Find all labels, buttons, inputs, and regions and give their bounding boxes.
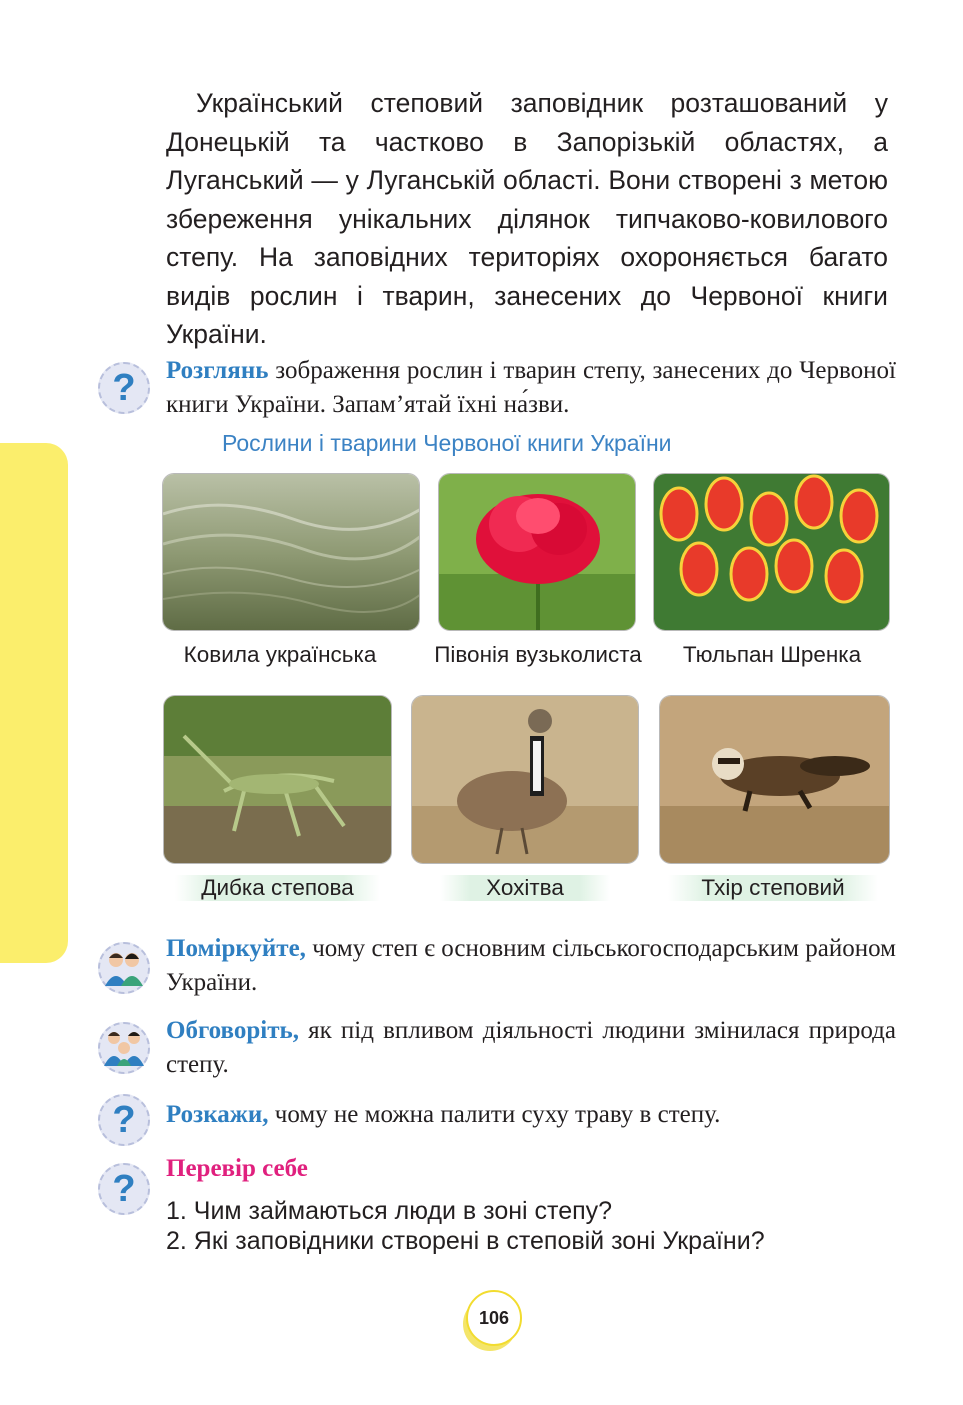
task-tell-text: чому не можна палити суху траву в степу. (268, 1101, 721, 1128)
photo-tulip (653, 473, 890, 631)
caption-tulip: Тюльпан Шренка (682, 642, 862, 667)
feather-grass-image (163, 474, 420, 631)
task-discuss-lead: Обговоріть, (166, 1017, 299, 1044)
task-look-text: зображення рослин і тварин степу, занесених до Червоної книги України. Запам’ятай їхні на́зви. (166, 357, 896, 418)
question-mark-glyph: ? (112, 367, 136, 409)
group-work-figures (102, 1028, 146, 1068)
question-mark-glyph: ? (112, 1099, 136, 1141)
tulip-image (654, 474, 890, 631)
task-think-text: чому степ є основним сільськогосподарським районом України. (166, 935, 896, 996)
intro-paragraph: Український степовий заповідник розташований у Донецькій та частково в Запорізькій областях, а Луганський — у Луганській області. Вони створені з метою збереження унікальних ділянок типчаково-ковилового степу. На заповідних територіях охороняється багато видів рослин і тварин, занесених до Червоної книги України. (166, 88, 888, 349)
task-discuss (166, 1014, 896, 1082)
photo-peony (438, 473, 636, 631)
caption-feather-grass: Ковила українська (183, 642, 377, 667)
self-check-title-text: Перевір себе (166, 1155, 308, 1182)
list-item: 1. Чим займаються люди в зоні степу? (166, 1197, 613, 1225)
caption-peony: Півонія вузьколиста (434, 642, 642, 667)
task-look-lead: Розглянь (166, 357, 269, 384)
self-check-title (166, 1152, 896, 1186)
gallery-title: Рослини і тварини Червоної книги України (222, 430, 672, 456)
photo-feather-grass (162, 473, 420, 631)
question-icon (98, 1163, 150, 1215)
katydid-image (164, 696, 392, 864)
caption-polecat: Тхір степовий (668, 875, 878, 901)
question-icon (98, 362, 150, 414)
task-look (166, 354, 896, 422)
question-icon (98, 1094, 150, 1146)
side-tab (0, 443, 68, 963)
task-tell (166, 1098, 896, 1132)
caption-katydid: Дибка степова (175, 875, 380, 901)
pair-work-icon (98, 942, 150, 994)
caption-bustard: Хохітва (440, 875, 610, 901)
polecat-image (660, 696, 890, 864)
photo-bustard (411, 695, 639, 864)
task-think (166, 932, 896, 1000)
page-number: 106 (466, 1290, 522, 1346)
pair-work-figures (102, 948, 146, 988)
task-think-lead: Поміркуйте, (166, 935, 306, 962)
bustard-image (412, 696, 639, 864)
photo-polecat (659, 695, 890, 864)
task-discuss-text: як під впливом діяльності людини змінилася природа степу. (166, 1017, 896, 1078)
list-item: 2. Які заповідники створені в степовій зоні України? (166, 1227, 765, 1255)
question-mark-glyph: ? (112, 1168, 136, 1210)
task-tell-lead: Розкажи, (166, 1101, 269, 1128)
photo-steppe-katydid (163, 695, 392, 864)
peony-image (439, 474, 636, 631)
group-work-icon (98, 1022, 150, 1074)
self-check-questions (166, 1196, 886, 1256)
